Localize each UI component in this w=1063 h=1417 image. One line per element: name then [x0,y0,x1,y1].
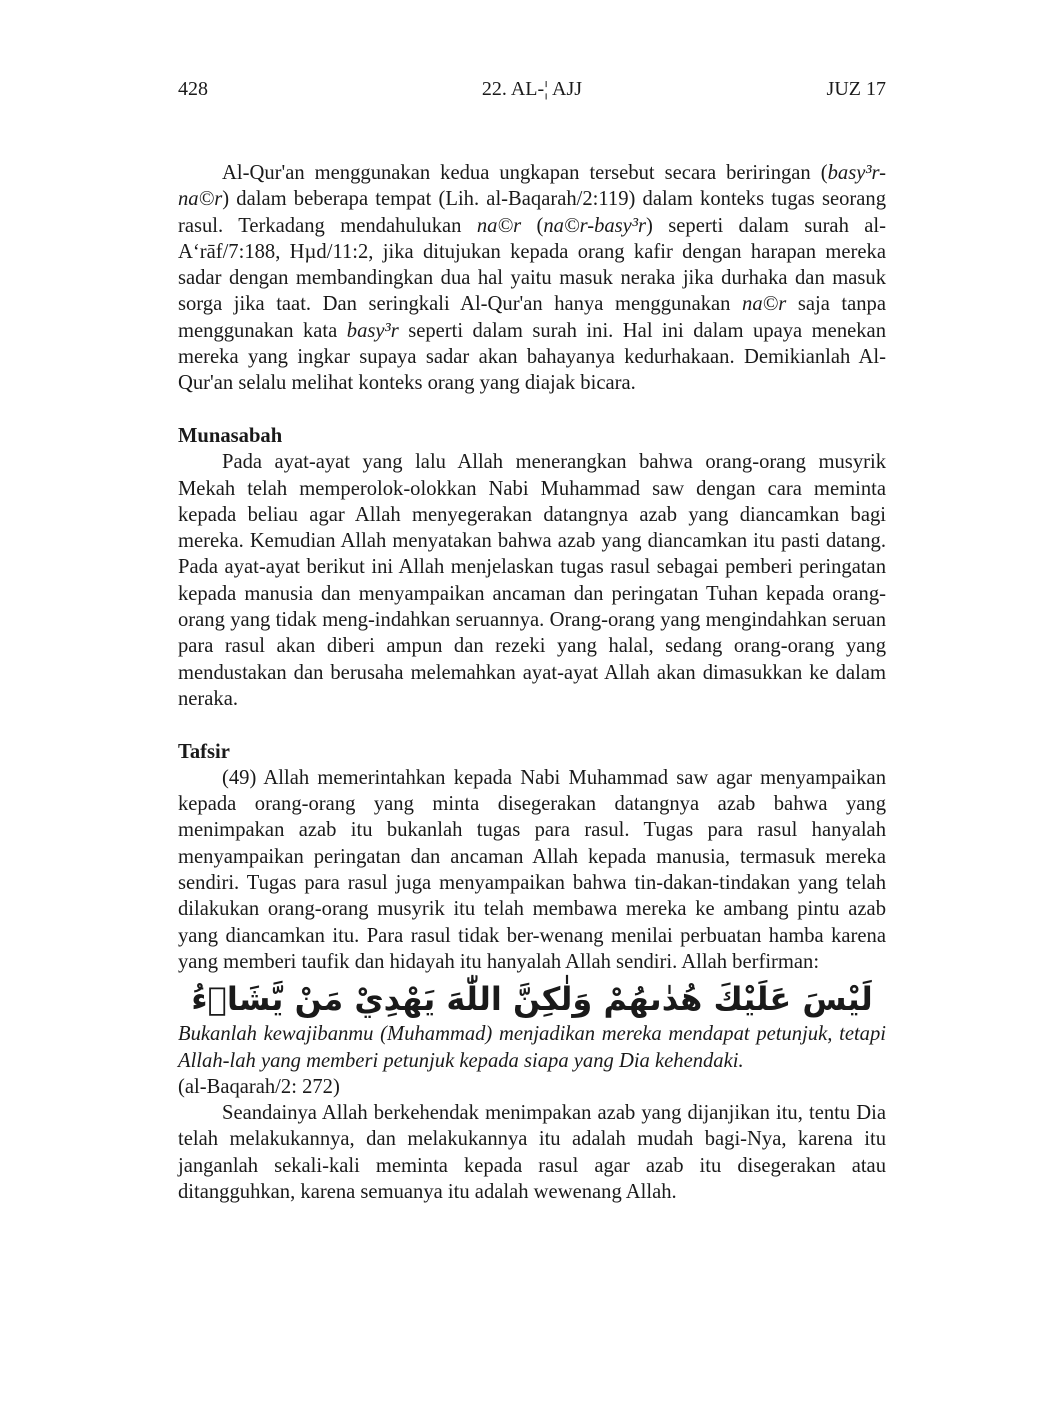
spacer [178,712,886,738]
arabic-verse: لَيْسَ عَلَيْكَ هُدٰىهُمْ وَلٰكِنَّ اللّٰهَ يَهْدِيْ مَنْ يَّشَاۤءُ [191,980,873,1019]
intro-text: Al-Qur'an menggunakan kedua ungkapan tersebut secara beriringan ( [222,162,828,184]
intro-paragraph [178,160,886,397]
running-header [178,76,886,102]
page-number: 428 [178,78,208,100]
tafsir-paragraph-1: (49) Allah memerintahkan kepada Nabi Muhammad saw agar menyampaikan kepada orang-orang yang minta disegerakan datangnya azab bahwa yang menimpakan azab itu bukanlah tugas para rasul. Tugas para rasul hanyalah menyampaikan peringatan dan ancaman Allah kepada manusia, termasuk mereka sendiri. Tugas para rasul juga menyampaikan bahwa tin-dakan-tindakan yang telah dilakukan orang-orang musyrik itu telah membawa mereka ke ambang pintu azab yang diancamkan itu. Para rasul tidak ber-wenang menilai perbuatan hamba karena yang memberi taufik dan hidayah itu hanyalah Allah sendiri. Allah berfirman: [178,766,886,973]
intro-text: ( [521,214,544,237]
section-heading-munasabah: Munasabah [178,424,283,447]
transliteration-term: basy³r-na©r [178,162,886,211]
chapter-title: 22. AL-¦ AJJ [481,78,583,100]
verse-reference: (al-Baqarah/2: 272) [178,1075,340,1098]
intro-text: saja tanpa menggunakan kata [178,293,886,342]
intro-text: seperti dalam surah ini. Hal ini dalam upaya menekan mereka yang ingkar supaya sadar akan bahayanya kedurhakaan. Demikianlah Al-Qur'an selalu melihat konteks orang yang diajak bicara. [178,319,886,395]
page-body [178,160,886,1205]
tafsir-paragraph-2: Seandainya Allah berkehendak menimpakan azab yang dijanjikan itu, tentu Dia telah melakukannya, dan melakukannya itu adalah mudah bagi-Nya, karena itu janganlah sekali-kali meminta kepada rasul agar azab itu disegerakan atau ditangguhkan, karena semuanya itu adalah wewenang Allah. [178,1102,886,1203]
juz-label: JUZ 17 [826,78,886,100]
transliteration-term: na©r [742,293,787,316]
transliteration-term: na©r [476,214,522,237]
verse-translation: Bukanlah kewajibanmu (Muhammad) menjadikan mereka mendapat petunjuk, tetapi Allah-lah yang memberi petunjuk kepada siapa yang Dia kehendaki. [178,1023,886,1072]
intro-text: ) dalam beberapa tempat (Lih. al-Baqarah/2:119) dalam konteks tugas seorang rasul. Terkadang mendahulukan [178,188,886,237]
spacer [178,397,886,423]
transliteration-term: basy³r [346,319,399,342]
transliteration-term: na©r-basy³r [543,214,647,237]
munasabah-paragraph: Pada ayat-ayat yang lalu Allah menerangkan bahwa orang-orang musyrik Mekah telah memperolok-olokkan Nabi Muhammad saw dengan cara meminta kepada beliau agar Allah menyegerakan datangnya azab yang diancamkan bagi mereka. Kemudian Allah menyatakan bahwa azab yang diancamkan itu pasti datang. Pada ayat-ayat berikut ini Allah menjelaskan tugas rasul sebagai pemberi peringatan kepada manusia dan menyampaikan ancaman dan peringatan Tuhan kepada orang-orang yang tidak meng-indahkan seruannya. Orang-orang yang mengindahkan seruan para rasul akan diberi ampun dan rezeki yang halal, sedang orang-orang yang mendustakan dan berusaha melemahkan ayat-ayat Allah akan dimasukkan ke dalam neraka. [178,451,886,710]
section-heading-tafsir: Tafsir [178,740,230,763]
intro-text: ) seperti dalam surah al-A‘rāf/7:188, Hµd/11:2, jika ditujukan kepada orang kafir dengan harapan mereka sadar dengan membandingkan dua hal yaitu masuk neraka jika durhaka dan masuk sorga jika taat. Dan seringkali Al-Qur'an hanya menggunakan [178,214,886,316]
